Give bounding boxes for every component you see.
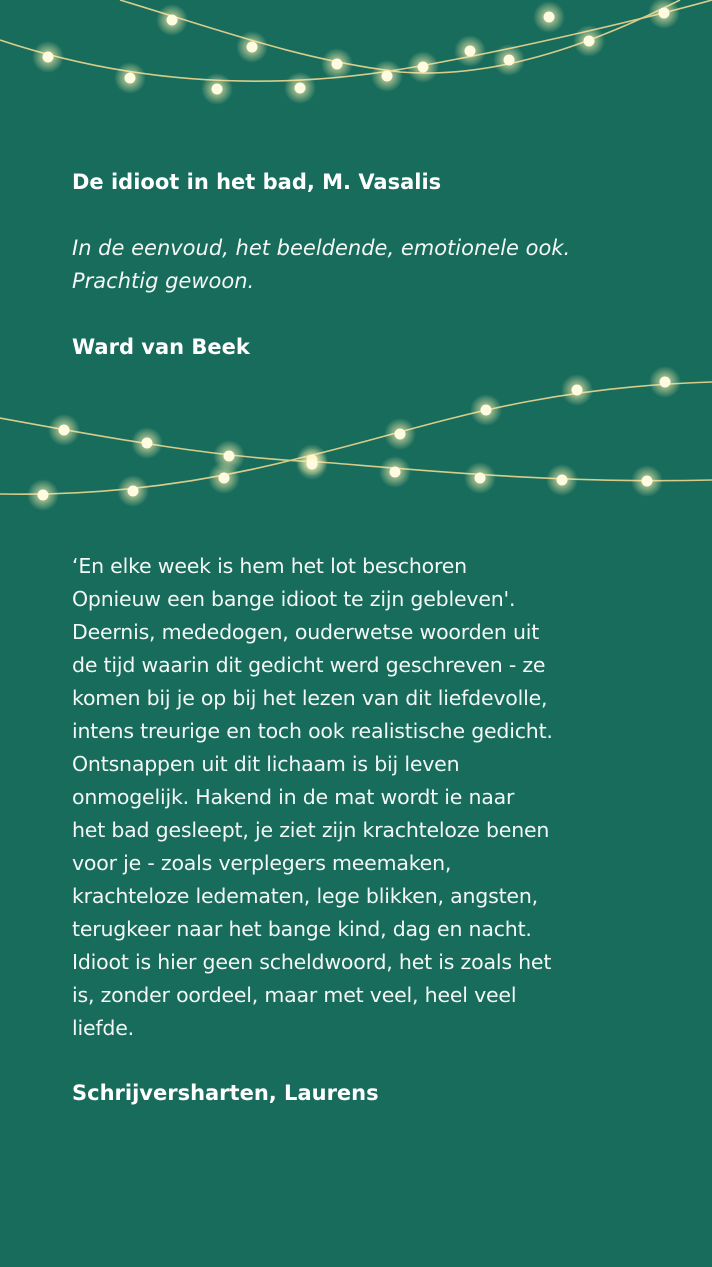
review-line: is, zonder oordeel, maar met veel, heel veel bbox=[72, 983, 517, 1007]
review-line: Ontsnappen uit dit lichaam is bij leven bbox=[72, 752, 460, 776]
review-line: ‘En elke week is hem het lot beschoren bbox=[72, 554, 467, 578]
light-bulb-icon bbox=[642, 476, 653, 487]
review-author: Schrijversharten, Laurens bbox=[72, 1081, 379, 1105]
light-bulb-glow bbox=[213, 440, 245, 472]
review-text bbox=[72, 550, 652, 1045]
light-bulb-icon bbox=[38, 490, 49, 501]
light-bulb-glow bbox=[156, 4, 188, 36]
light-bulb-icon bbox=[390, 467, 401, 478]
light-bulb-icon bbox=[504, 55, 515, 66]
light-bulb-icon bbox=[219, 473, 230, 484]
quote-author: Ward van Beek bbox=[72, 335, 250, 359]
light-bulb-glow bbox=[48, 414, 80, 446]
light-bulb-icon bbox=[128, 486, 139, 497]
light-bulb-glow bbox=[384, 418, 416, 450]
light-bulb-glow bbox=[131, 427, 163, 459]
light-bulb-icon bbox=[475, 473, 486, 484]
light-bulb-glow bbox=[114, 62, 146, 94]
light-bulb-glow bbox=[573, 25, 605, 57]
light-bulb-glow bbox=[32, 41, 64, 73]
review-line: het bad gesleept, je ziet zijn krachteloze benen bbox=[72, 818, 550, 842]
light-bulb-glow bbox=[454, 35, 486, 67]
light-bulb-icon bbox=[382, 71, 393, 82]
string-lights-top bbox=[0, 0, 712, 120]
light-bulb-icon bbox=[142, 438, 153, 449]
light-bulb-glow bbox=[284, 72, 316, 104]
light-bulb-glow bbox=[648, 0, 680, 29]
review-line: komen bij je op bij het lezen van dit liefdevolle, bbox=[72, 686, 548, 710]
string-lights-middle bbox=[0, 360, 712, 520]
light-bulb-icon bbox=[332, 59, 343, 70]
light-bulb-icon bbox=[660, 377, 671, 388]
light-bulb-icon bbox=[572, 385, 583, 396]
light-bulb-glow bbox=[561, 374, 593, 406]
review-line: terugkeer naar het bange kind, dag en nacht. bbox=[72, 917, 532, 941]
light-bulb-glow bbox=[649, 366, 681, 398]
light-bulb-icon bbox=[43, 52, 54, 63]
light-bulb-icon bbox=[584, 36, 595, 47]
light-bulb-icon bbox=[224, 451, 235, 462]
review-line: onmogelijk. Hakend in de mat wordt ie naar bbox=[72, 785, 515, 809]
review-line: de tijd waarin dit gedicht werd geschreven - ze bbox=[72, 653, 546, 677]
light-bulb-glow bbox=[493, 44, 525, 76]
poem-title: De idioot in het bad, M. Vasalis bbox=[72, 170, 442, 194]
light-bulb-glow bbox=[296, 444, 328, 476]
light-bulb-icon bbox=[307, 459, 318, 470]
light-bulb-icon bbox=[544, 12, 555, 23]
light-bulb-icon bbox=[247, 42, 258, 53]
light-bulb-icon bbox=[59, 425, 70, 436]
review-line: voor je - zoals verplegers meemaken, bbox=[72, 851, 452, 875]
light-bulb-glow bbox=[533, 1, 565, 33]
review-line: intens treurige en toch ook realistische gedicht. bbox=[72, 719, 553, 743]
light-bulb-icon bbox=[557, 475, 568, 486]
light-bulb-icon bbox=[395, 429, 406, 440]
light-bulb-icon bbox=[465, 46, 476, 57]
light-bulb-glow bbox=[470, 394, 502, 426]
review-line: liefde. bbox=[72, 1016, 134, 1040]
light-bulb-glow bbox=[464, 462, 496, 494]
light-bulb-glow bbox=[546, 464, 578, 496]
light-bulb-glow bbox=[379, 456, 411, 488]
light-bulb-glow bbox=[296, 448, 328, 480]
light-bulb-glow bbox=[201, 73, 233, 105]
light-bulb-icon bbox=[167, 15, 178, 26]
light-bulb-icon bbox=[295, 83, 306, 94]
quote-line: Prachtig gewoon. bbox=[72, 269, 255, 293]
light-bulb-glow bbox=[236, 31, 268, 63]
review-line: Idioot is hier geen scheldwoord, het is zoals het bbox=[72, 950, 552, 974]
quote-line: In de eenvoud, het beeldende, emotionele ook. bbox=[72, 236, 571, 260]
light-bulb-icon bbox=[212, 84, 223, 95]
light-bulb-icon bbox=[125, 73, 136, 84]
light-bulb-icon bbox=[418, 62, 429, 73]
light-bulb-icon bbox=[659, 8, 670, 19]
light-bulb-glow bbox=[321, 48, 353, 80]
light-bulb-glow bbox=[407, 51, 439, 83]
light-bulb-glow bbox=[27, 479, 59, 511]
review-line: krachteloze ledematen, lege blikken, angsten, bbox=[72, 884, 538, 908]
light-bulb-icon bbox=[307, 455, 318, 466]
quote-text bbox=[72, 232, 652, 298]
light-bulb-glow bbox=[117, 475, 149, 507]
light-bulb-icon bbox=[481, 405, 492, 416]
light-bulb-glow bbox=[631, 465, 663, 497]
review-line: Deernis, mededogen, ouderwetse woorden uit bbox=[72, 620, 540, 644]
light-bulb-glow bbox=[371, 60, 403, 92]
light-bulb-glow bbox=[208, 462, 240, 494]
review-line: Opnieuw een bange idioot te zijn gebleven'. bbox=[72, 587, 516, 611]
